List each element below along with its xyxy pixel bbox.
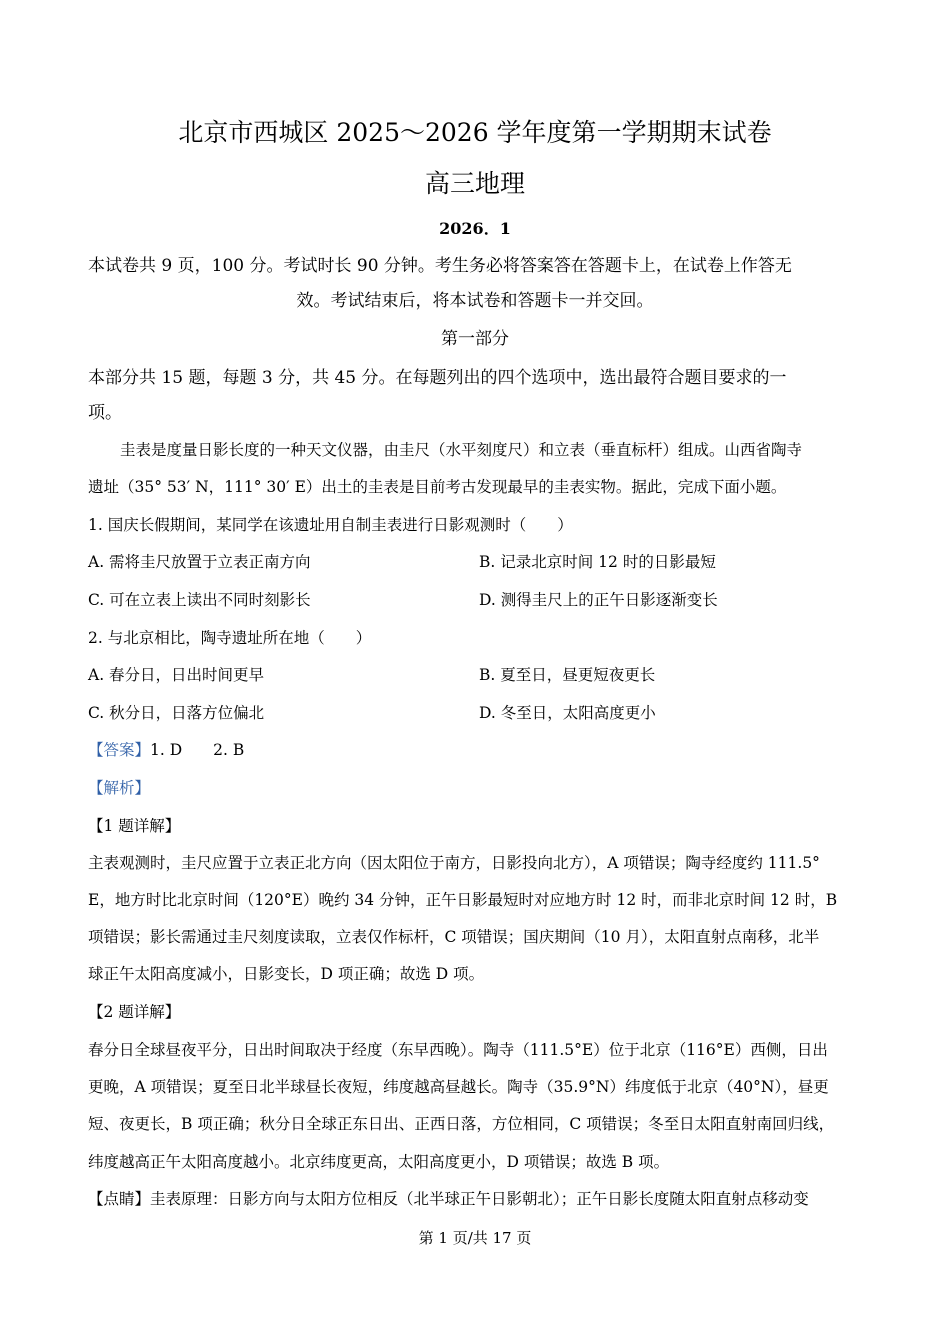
exam-subject: 高三地理 [424,169,525,198]
part-intro-line-2: 项。 [88,403,122,423]
tip-label: 【点睛】 [88,1190,151,1208]
question-2-option-c: C. 秋分日，日落方位偏北 [88,704,265,722]
passage-line-2: 遗址（35° 53′ N，111° 30′ E）出土的圭表是目前考古发现最早的圭表实物。据此，完成下面小题。 [88,478,787,496]
passage-line-1: 圭表是度量日影长度的一种天文仪器，由圭尺（水平刻度尺）和立表（垂直标杆）组成。山西省陶寺 [120,441,803,459]
detail-2-line: 春分日全球昼夜平分，日出时间取决于经度（东早西晚）。陶寺（111.5°E）位于北京（116°E）西侧，日出 [88,1041,828,1059]
detail-1-heading: 【1 题详解】 [88,817,181,835]
exam-date: 2026．1 [439,219,511,238]
detail-2-line: 纬度越高正午太阳高度越小。北京纬度更高，太阳高度更小，D 项错误；故选 B 项。 [88,1153,670,1171]
question-2-stem: 2. 与北京相比，陶寺遗址所在地（ ） [88,629,372,647]
detail-1-line: 球正午太阳高度减小，日影变长，D 项正确；故选 D 项。 [88,965,485,983]
detail-2-line: 更晚，A 项错误；夏至日北半球昼长夜短，纬度越高昼越长。陶寺（35.9°N）纬度低于北京（40°N），昼更 [88,1078,829,1096]
answer-row [88,738,244,760]
answer-label: 【答案】 [88,741,151,759]
detail-1-line: 主表观测时，圭尺应置于立表正北方向（因太阳位于南方，日影投向北方），A 项错误；陶寺经度约 111.5° [88,854,820,872]
detail-1-line: 项错误；影长需通过圭尺刻度读取，立表仅作标杆，C 项错误；国庆期间（10 月），太阳直射点南移，北半 [88,928,820,946]
analysis-label: 【解析】 [88,779,151,797]
detail-2-heading: 【2 题详解】 [88,1003,181,1021]
instructions-line-1: 本试卷共 9 页，100 分。考试时长 90 分钟。考生务必将答案答在答题卡上，在试卷上作答无 [88,256,792,276]
part-heading: 第一部分 [441,329,509,349]
question-2-option-a: A. 春分日，日出时间更早 [88,666,265,684]
detail-1-line: E，地方时比北京时间（120°E）晚约 34 分钟，正午日影最短时对应地方时 12 时，而非北京时间 12 时，B [88,891,838,909]
answer-text: 1. D 2. B [150,741,245,759]
question-1-option-c: C. 可在立表上读出不同时刻影长 [88,591,311,609]
tip-text: 圭表原理：日影方向与太阳方位相反（北半球正午日影朝北）；正午日影长度随太阳直射点移动变 [150,1190,809,1208]
page-footer: 第 1 页/共 17 页 [418,1229,532,1247]
part-intro-line-1: 本部分共 15 题，每题 3 分，共 45 分。在每题列出的四个选项中，选出最符合题目要求的一 [88,368,787,388]
question-1-stem: 1. 国庆长假期间，某同学在该遗址用自制圭表进行日影观测时（ ） [88,516,573,534]
exam-title: 北京市西城区 2025～2026 学年度第一学期期末试卷 [178,118,772,147]
question-1-option-a: A. 需将圭尺放置于立表正南方向 [88,553,311,571]
question-2-option-b: B. 夏至日，昼更短夜更长 [479,666,656,684]
tip-row [88,1187,809,1209]
question-1-option-b: B. 记录北京时间 12 时的日影最短 [479,553,716,571]
detail-2-line: 短、夜更长，B 项正确；秋分日全球正东日出、正西日落，方位相同，C 项错误；冬至日太阳直射南回归线， [88,1115,835,1133]
question-2-option-d: D. 冬至日，太阳高度更小 [479,704,656,722]
instructions-line-2: 效。考试结束后，将本试卷和答题卡一并交回。 [296,291,654,311]
question-1-option-d: D. 测得圭尺上的正午日影逐渐变长 [479,591,718,609]
